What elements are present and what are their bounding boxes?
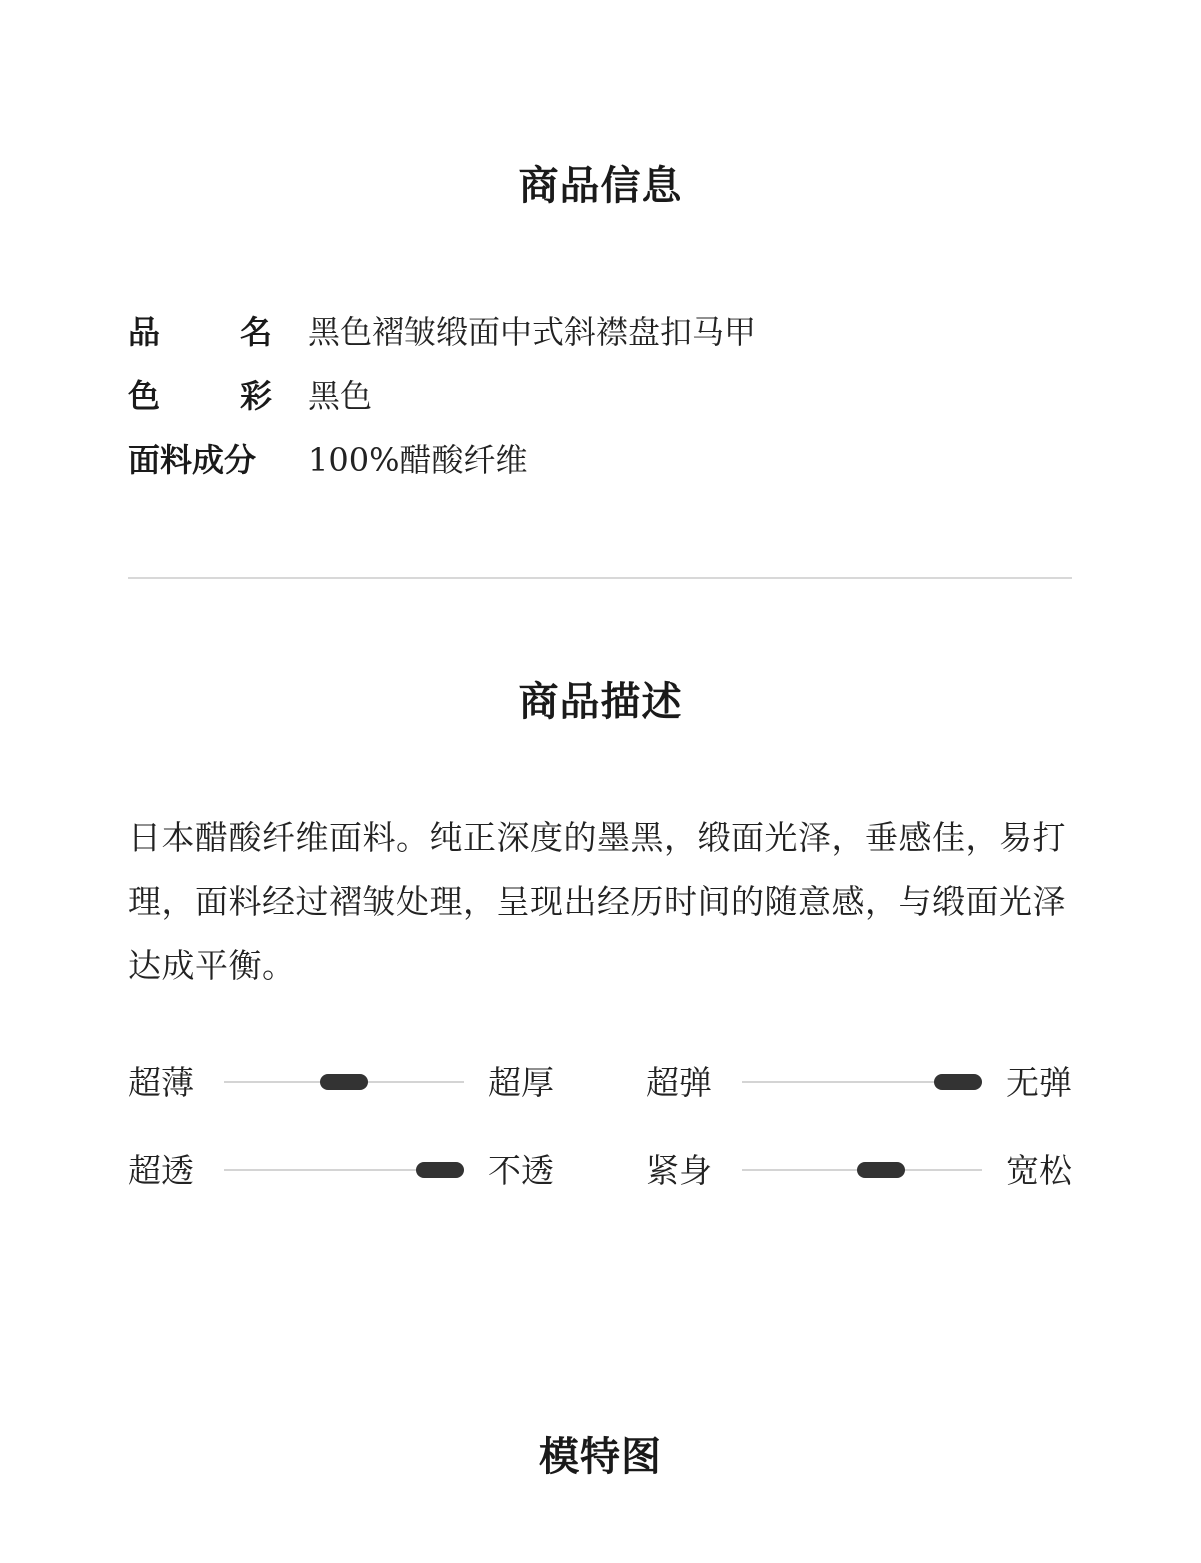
scale-left-label: 超弹	[646, 1062, 712, 1102]
info-label-text: 面料成分	[128, 441, 257, 479]
info-value-color: 黑色	[308, 377, 373, 415]
info-row-name	[128, 300, 1028, 364]
scale-left-label: 超透	[128, 1150, 194, 1190]
info-row-fabric	[128, 428, 1028, 492]
product-description-title: 商品描述	[518, 678, 683, 725]
product-info-title: 商品信息	[518, 162, 683, 209]
product-description-text: 日本醋酸纤维面料。纯正深度的墨黑，缎面光泽，垂感佳，易打理，面料经过褶皱处理，呈现出经历时间的随意感，与缎面光泽达成平衡。	[128, 818, 1066, 985]
scale-right-label: 宽松	[1006, 1150, 1072, 1190]
scale-track	[224, 1150, 464, 1190]
scale-track	[224, 1062, 464, 1102]
fit-scale	[646, 1150, 1072, 1190]
scale-right-label: 不透	[488, 1150, 554, 1190]
scale-track	[742, 1150, 982, 1190]
info-label-char: 彩	[239, 377, 272, 415]
scale-left-label: 紧身	[646, 1150, 712, 1190]
info-label-color	[128, 377, 272, 415]
scale-left-label: 超薄	[128, 1062, 194, 1102]
scale-right-label: 无弹	[1006, 1062, 1072, 1102]
scale-indicator	[320, 1074, 368, 1090]
product-info-table	[128, 300, 1028, 492]
scale-track	[742, 1062, 982, 1102]
info-label-char: 色	[128, 377, 161, 415]
transparency-scale	[128, 1150, 554, 1190]
info-label-name	[128, 313, 272, 351]
scale-indicator	[857, 1162, 905, 1178]
model-photos-title: 模特图	[539, 1433, 662, 1480]
scale-right-label: 超厚	[488, 1062, 554, 1102]
info-label-fabric	[128, 441, 272, 479]
info-label-char: 品	[128, 313, 161, 351]
info-value-fabric: 100%醋酸纤维	[308, 441, 528, 479]
elasticity-scale	[646, 1062, 1072, 1102]
thickness-scale	[128, 1062, 554, 1102]
info-value-name: 黑色褶皱缎面中式斜襟盘扣马甲	[308, 313, 757, 351]
scale-indicator	[934, 1074, 982, 1090]
section-divider	[128, 577, 1072, 579]
info-label-char: 名	[239, 313, 272, 351]
scale-indicator	[416, 1162, 464, 1178]
info-row-color	[128, 364, 1028, 428]
